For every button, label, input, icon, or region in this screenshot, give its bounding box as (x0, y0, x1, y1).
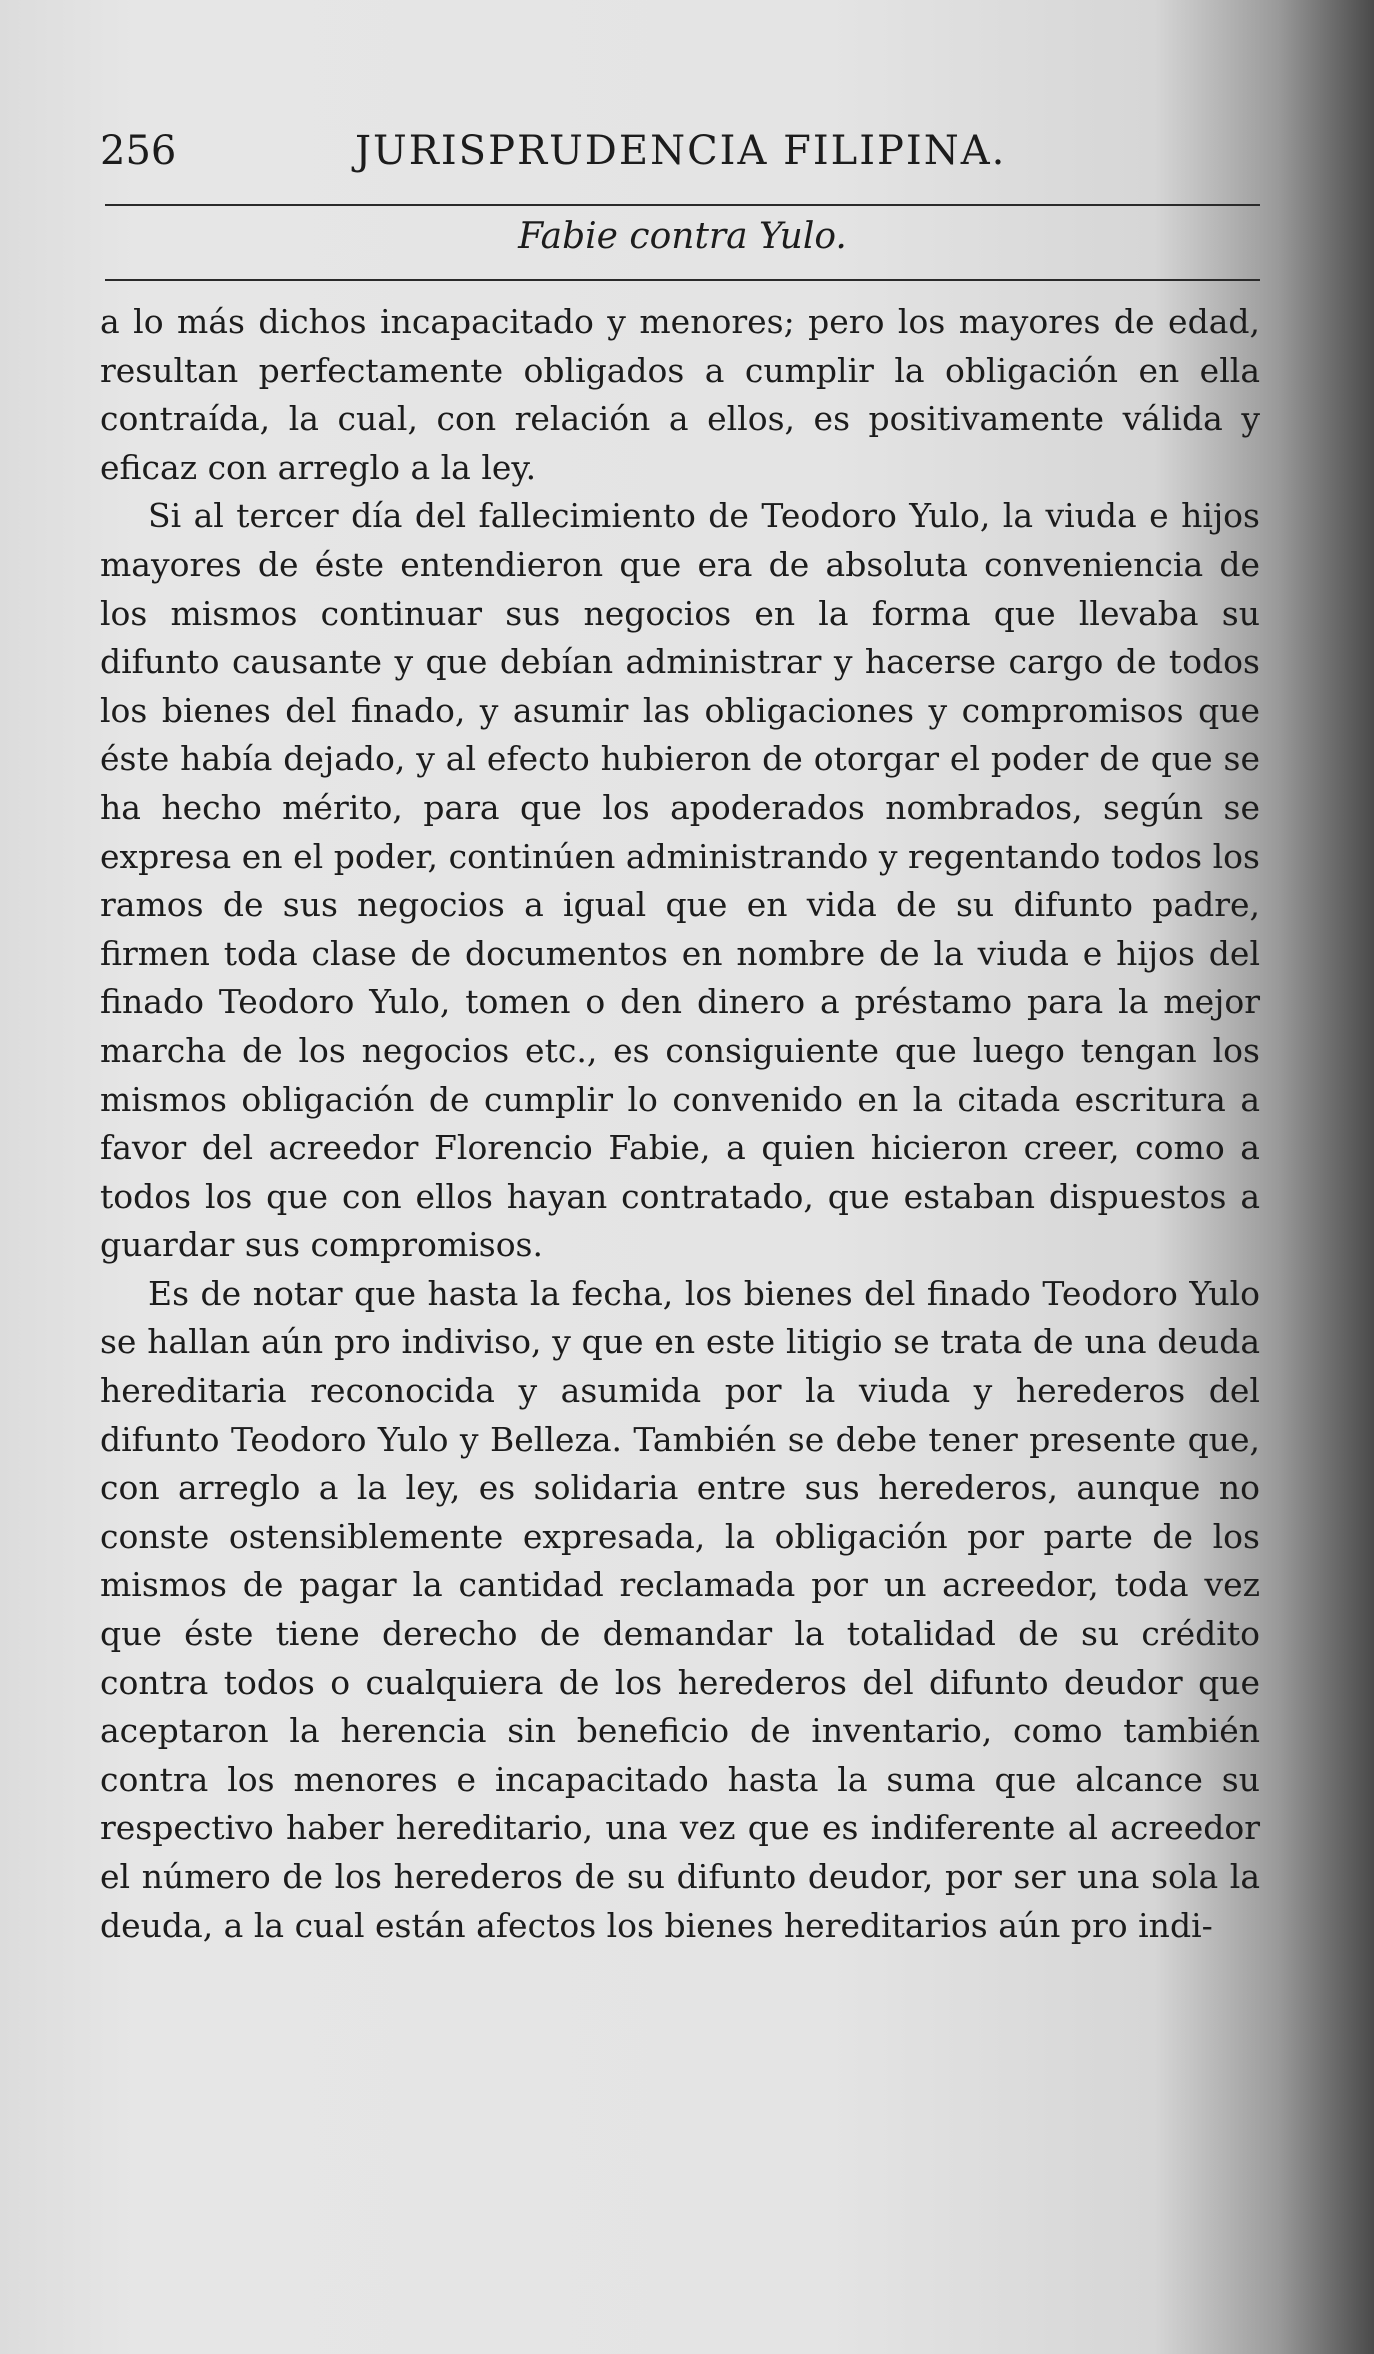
paragraph: Si al tercer día del fallecimiento de Teodoro Yulo, la viuda e hijos mayores de éste entendieron que era de absoluta conveniencia de los mismos continuar sus negocios en la forma que llevaba su difunto causante y que debían administrar y hacerse cargo de todos los bienes del finado, y asumir las obligaciones y compromisos que éste había dejado, y al efecto hubieron de otorgar el poder de que se ha hecho mérito, para que los apoderados nombrados, según se expresa en el poder, continúen administrando y regentando todos los ramos de sus negocios a igual que en vida de su difunto padre, firmen toda clase de documentos en nombre de la viuda e hijos del finado Teodoro Yulo, tomen o den dinero a préstamo para la mejor marcha de los negocios etc., es consiguiente que luego tengan los mismos obligación de cumplir lo convenido en la citada escritura a favor del acreedor Florencio Fabie, a quien hicieron creer, como a todos los que con ellos hayan contratado, que estaban dispuestos a guardar sus compromisos. (100, 496, 1260, 1265)
case-title-rule (105, 279, 1260, 281)
paragraph: Es de notar que hasta la fecha, los bienes del finado Teodoro Yulo se hallan aún pro indiviso, y que en este litigio se trata de una deuda hereditaria reconocida y asumida por la viuda y herederos del difunto Teodoro Yulo y Belleza. También se debe tener presente que, con arreglo a la ley, es solidaria entre sus herederos, aunque no conste ostensiblemente expresada, la obligación por parte de los mismos de pagar la cantidad reclamada por un acreedor, toda vez que éste tiene derecho de demandar la totalidad de su crédito contra todos o cualquiera de los herederos del difunto deudor que aceptaron la herencia sin beneficio de inventario, como también contra los menores e incapacitado hasta la suma que alcance su respectivo haber hereditario, una vez que es indiferente al acreedor el número de los herederos de su difunto deudor, por ser una sola la deuda, a la cual están afectos los bienes hereditarios aún pro indi- (100, 1273, 1260, 1945)
body-text (100, 298, 1260, 1950)
running-title: JURISPRUDENCIA FILIPINA. (355, 128, 1007, 174)
case-title: Fabie contra Yulo. (518, 216, 847, 257)
header-rule (105, 204, 1260, 206)
page-header (100, 128, 1260, 188)
paragraph-continuation: a lo más dichos incapacitado y menores; pero los mayores de edad, resultan perfectamente obligados a cumplir la obligación en ella contraída, la cual, con relación a ellos, es positivamente válida y eficaz con arreglo a la ley. (100, 302, 1260, 487)
page-number: 256 (100, 128, 177, 174)
